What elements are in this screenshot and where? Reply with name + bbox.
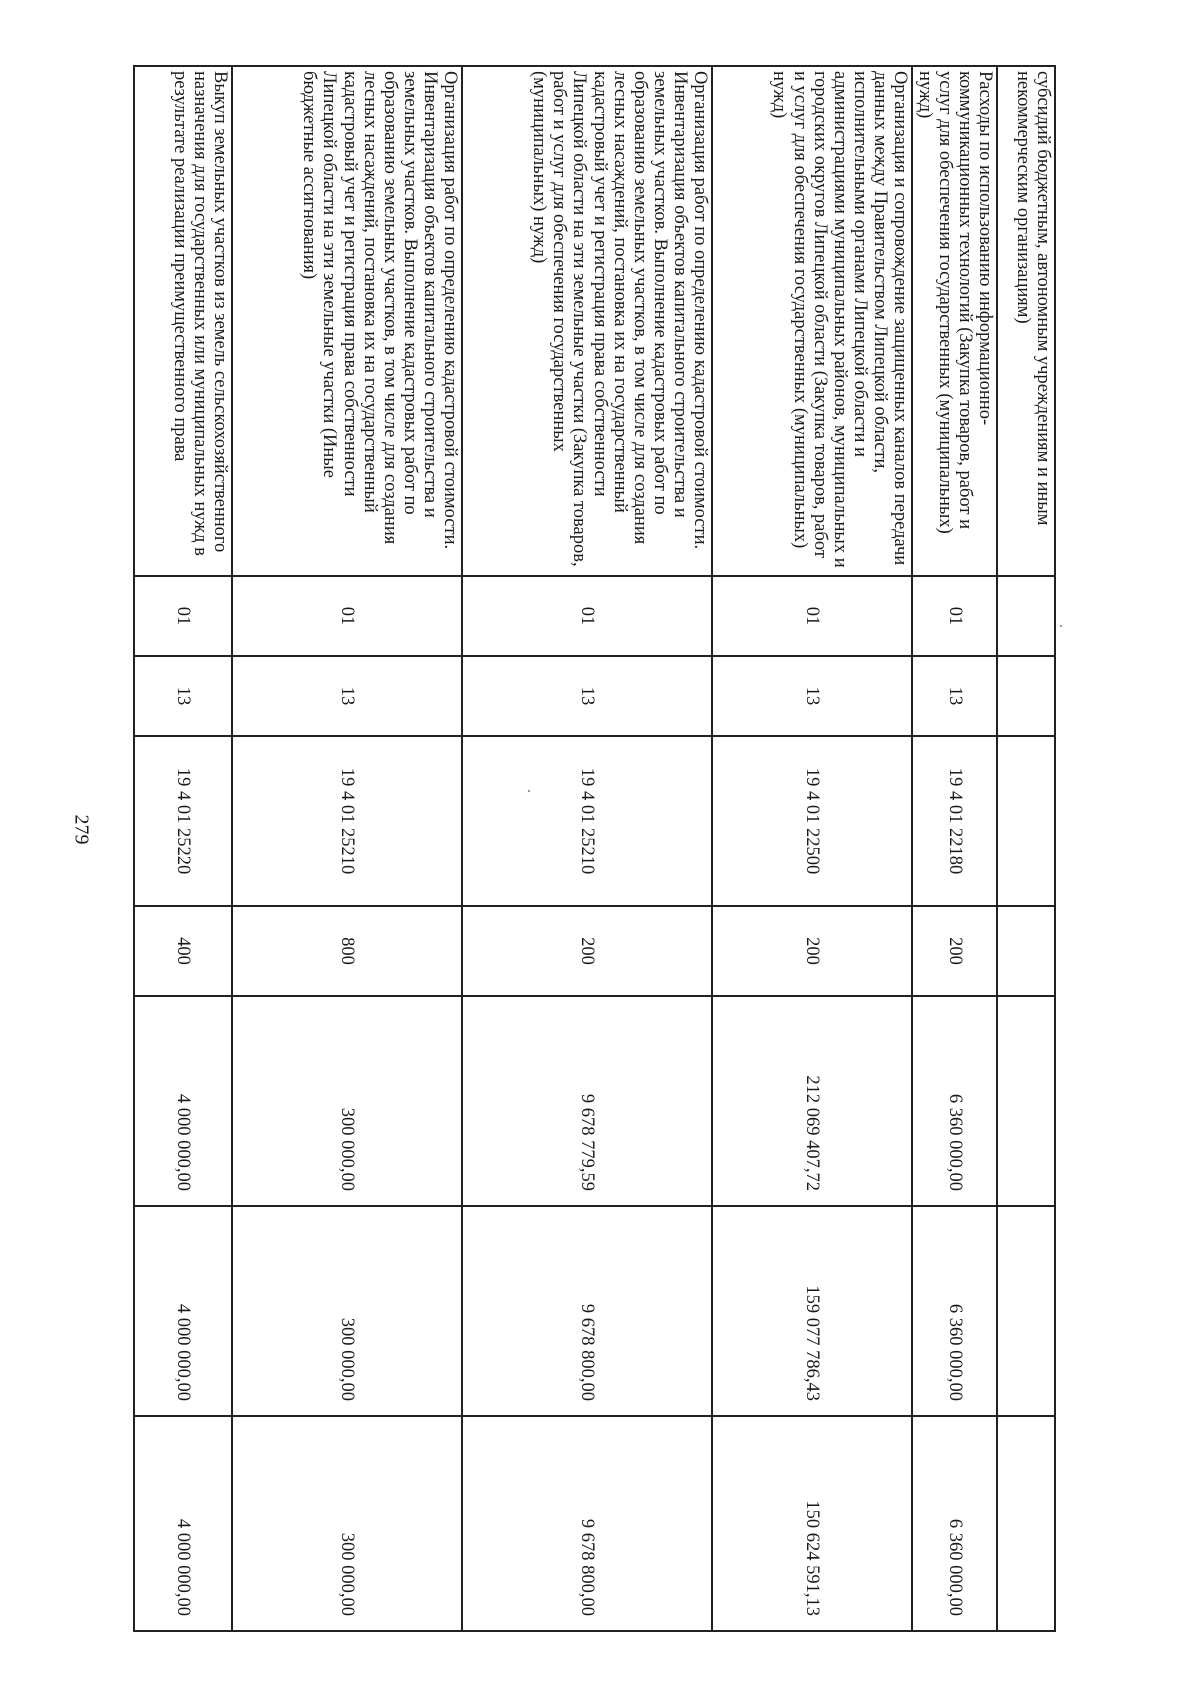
row-name: Организация работ по определению кадастровой стоимости. Инвентаризация объектов капитального строительства и земельных участков. Выполнение кадастровых работ по образованию земельных участков, в том числе для создания лесных насаждений, постановка их на государственный кадастровый учет и регистрация права собственности Липецкой области на эти земельные участки (Закупка товаров, работ и услуг для обеспечения государственных (муниципальных) нужд) <box>462 66 712 576</box>
row-name: Расходы по использованию информационно-коммуникационных технологий (Закупка товаров, работ и услуг для обеспечения государственных (муниципальных) нужд) <box>912 66 997 576</box>
row-name: субсидий бюджетным, автономным учреждениям и иным некоммерческим организациям) <box>997 66 1055 576</box>
sum1-cell <box>997 996 1055 1206</box>
rz-cell: 01 <box>232 576 462 656</box>
csr-cell: 19 4 01 22180 <box>912 736 997 906</box>
rz-cell: 01 <box>712 576 912 656</box>
row-name: Организация и сопровождение защищенных каналов передачи данных между Правительством Липецкой области, исполнительными органами Липецкой области и администрациями муниципальных районов, муниципальных и городских округов Липецкой области (Закупка товаров, работ и услуг для обеспечения государственных (муниципальных) нужд) <box>712 66 912 576</box>
sum1-cell: 6 360 000,00 <box>912 996 997 1206</box>
sum2-cell: 300 000,00 <box>232 1206 462 1416</box>
sum3-cell <box>997 1416 1055 1631</box>
csr-cell <box>997 736 1055 906</box>
pr-cell <box>997 656 1055 736</box>
rz-cell <box>997 576 1055 656</box>
pr-cell: 13 <box>712 656 912 736</box>
table-row <box>997 66 1055 1631</box>
table-row <box>232 66 462 1631</box>
sum1-cell: 9 678 779,59 <box>462 996 712 1206</box>
sum3-cell: 300 000,00 <box>232 1416 462 1631</box>
table-row <box>712 66 912 1631</box>
sum3-cell: 6 360 000,00 <box>912 1416 997 1631</box>
sum2-cell: 6 360 000,00 <box>912 1206 997 1416</box>
sum3-cell: 4 000 000,00 <box>134 1416 232 1631</box>
csr-cell: 19 4 01 22500 <box>712 736 912 906</box>
sum3-cell: 150 624 591,13 <box>712 1416 912 1631</box>
budget-table-rotated <box>136 65 1056 1630</box>
scan-speck <box>1060 625 1062 627</box>
vr-cell: 200 <box>462 906 712 996</box>
sum2-cell: 4 000 000,00 <box>134 1206 232 1416</box>
vr-cell <box>997 906 1055 996</box>
sum2-cell: 9 678 800,00 <box>462 1206 712 1416</box>
vr-cell: 200 <box>912 906 997 996</box>
budget-table <box>133 65 1056 1632</box>
pr-cell: 13 <box>134 656 232 736</box>
rz-cell: 01 <box>134 576 232 656</box>
row-name: Выкуп земельных участков из земель сельскохозяйственного назначения для государственных или муниципальных нужд в результате реализации преимущественного права <box>134 66 232 576</box>
table-row <box>462 66 712 1631</box>
csr-cell: 19 4 01 25220 <box>134 736 232 906</box>
sum2-cell: 159 077 786,43 <box>712 1206 912 1416</box>
sum2-cell <box>997 1206 1055 1416</box>
sum1-cell: 300 000,00 <box>232 996 462 1206</box>
vr-cell: 200 <box>712 906 912 996</box>
pr-cell: 13 <box>462 656 712 736</box>
rz-cell: 01 <box>462 576 712 656</box>
csr-cell: 19 4 01 25210 <box>462 736 712 906</box>
sum1-cell: 212 069 407,72 <box>712 996 912 1206</box>
pr-cell: 13 <box>232 656 462 736</box>
sum3-cell: 9 678 800,00 <box>462 1416 712 1631</box>
table-row <box>134 66 232 1631</box>
csr-cell: 19 4 01 25210 <box>232 736 462 906</box>
vr-cell: 400 <box>134 906 232 996</box>
row-name: Организация работ по определению кадастровой стоимости. Инвентаризация объектов капитального строительства и земельных участков. Выполнение кадастровых работ по образованию земельных участков, в том числе для создания лесных насаждений, постановка их на государственный кадастровый учет и регистрация права собственности Липецкой области на эти земельные участки (Иные бюджетные ассигнования) <box>232 66 462 576</box>
sum1-cell: 4 000 000,00 <box>134 996 232 1206</box>
rz-cell: 01 <box>912 576 997 656</box>
table-row <box>912 66 997 1631</box>
scan-speck <box>528 790 530 792</box>
vr-cell: 800 <box>232 906 462 996</box>
page-number: 279 <box>70 814 93 845</box>
pr-cell: 13 <box>912 656 997 736</box>
